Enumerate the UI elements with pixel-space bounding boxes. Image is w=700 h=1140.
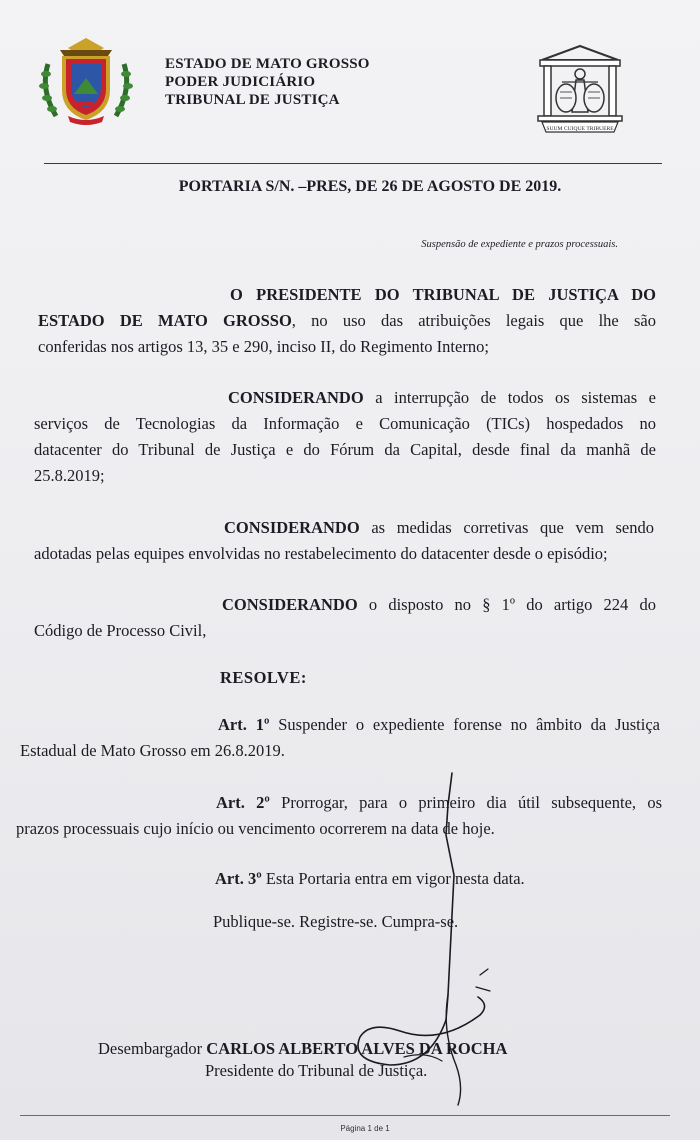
considerando-1-line3: datacenter do Tribunal de Justiça e do Fórum da Capital, desde final da manhã de xyxy=(34,440,656,459)
article-1-line2: Estadual de Mato Grosso em 26.8.2019. xyxy=(20,741,285,760)
considerando-2-line1: as medidas corretivas que vem sendo xyxy=(359,518,654,537)
signatory-title: Desembargador xyxy=(98,1039,207,1058)
court-emblem-icon xyxy=(532,42,628,136)
considerando-2-line2: adotadas pelas equipes envolvidas no restabelecimento do datacenter desde o episódio; xyxy=(34,544,608,563)
considerando-2-keyword: CONSIDERANDO xyxy=(224,518,360,537)
considerando-1-line4: 25.8.2019; xyxy=(34,466,105,485)
resolve-heading: RESOLVE: xyxy=(220,668,307,687)
emblem-motto: SUUM CUIQUE TRIBUERE xyxy=(546,126,614,132)
preamble-paragraph xyxy=(38,282,656,360)
state-coat-of-arms-icon xyxy=(38,34,134,126)
considerando-3-line2: Código de Processo Civil, xyxy=(34,621,207,640)
article-1-line1: Suspender o expediente forense no âmbito da Justiça xyxy=(269,715,660,734)
preamble-line2: , no uso das atribuições legais que lhe são xyxy=(291,311,656,330)
preamble-heading: O PRESIDENTE DO TRIBUNAL DE JUSTIÇA DO xyxy=(230,285,656,304)
preamble-state: ESTADO DE MATO GROSSO xyxy=(38,311,292,330)
considerando-1-line1: a interrupção de todos os sistemas e xyxy=(363,388,656,407)
signatory-role: Presidente do Tribunal de Justiça. xyxy=(205,1061,428,1080)
considerando-1-paragraph xyxy=(34,385,656,489)
considerando-3-line1: o disposto no § 1º do artigo 224 do xyxy=(357,595,656,614)
header-power: PODER JUDICIÁRIO xyxy=(165,74,316,90)
document-subject: Suspensão de expediente e prazos processuais. xyxy=(421,239,618,250)
closing-formula: Publique-se. Registre-se. Cumpra-se. xyxy=(213,912,459,931)
article-2-line2: prazos processuais cujo início ou vencimento ocorrerem na data de hoje. xyxy=(16,819,495,838)
considerando-2-paragraph xyxy=(34,515,654,567)
considerando-1-keyword: CONSIDERANDO xyxy=(228,388,364,407)
considerando-3-paragraph xyxy=(34,592,656,644)
header-state: ESTADO DE MATO GROSSO xyxy=(165,56,370,72)
article-3-text: Esta Portaria entra em vigor nesta data. xyxy=(261,869,525,888)
header-court: TRIBUNAL DE JUSTIÇA xyxy=(165,92,340,108)
article-2-paragraph xyxy=(16,790,662,842)
article-2-label: Art. 2º xyxy=(216,793,270,812)
article-2-line1: Prorrogar, para o primeiro dia útil subsequente, os xyxy=(269,793,662,812)
article-1-paragraph xyxy=(20,712,660,764)
footer-divider xyxy=(20,1115,670,1116)
article-3-paragraph xyxy=(215,866,525,892)
header-divider xyxy=(44,163,662,164)
considerando-1-line2: serviços de Tecnologias da Informação e Comunicação (TICs) hospedados no xyxy=(34,414,656,433)
article-1-label: Art. 1º xyxy=(218,715,270,734)
signatory-name: CARLOS ALBERTO ALVES DA ROCHA xyxy=(206,1039,508,1058)
page-number: Página 1 de 1 xyxy=(340,1124,390,1133)
document-title: PORTARIA S/N. –PRES, DE 26 DE AGOSTO DE 2019. xyxy=(178,178,562,195)
considerando-3-keyword: CONSIDERANDO xyxy=(222,595,358,614)
article-3-label: Art. 3º xyxy=(215,869,262,888)
header-institution xyxy=(165,55,370,109)
preamble-line3: conferidas nos artigos 13, 35 e 290, inciso II, do Regimento Interno; xyxy=(38,337,489,356)
